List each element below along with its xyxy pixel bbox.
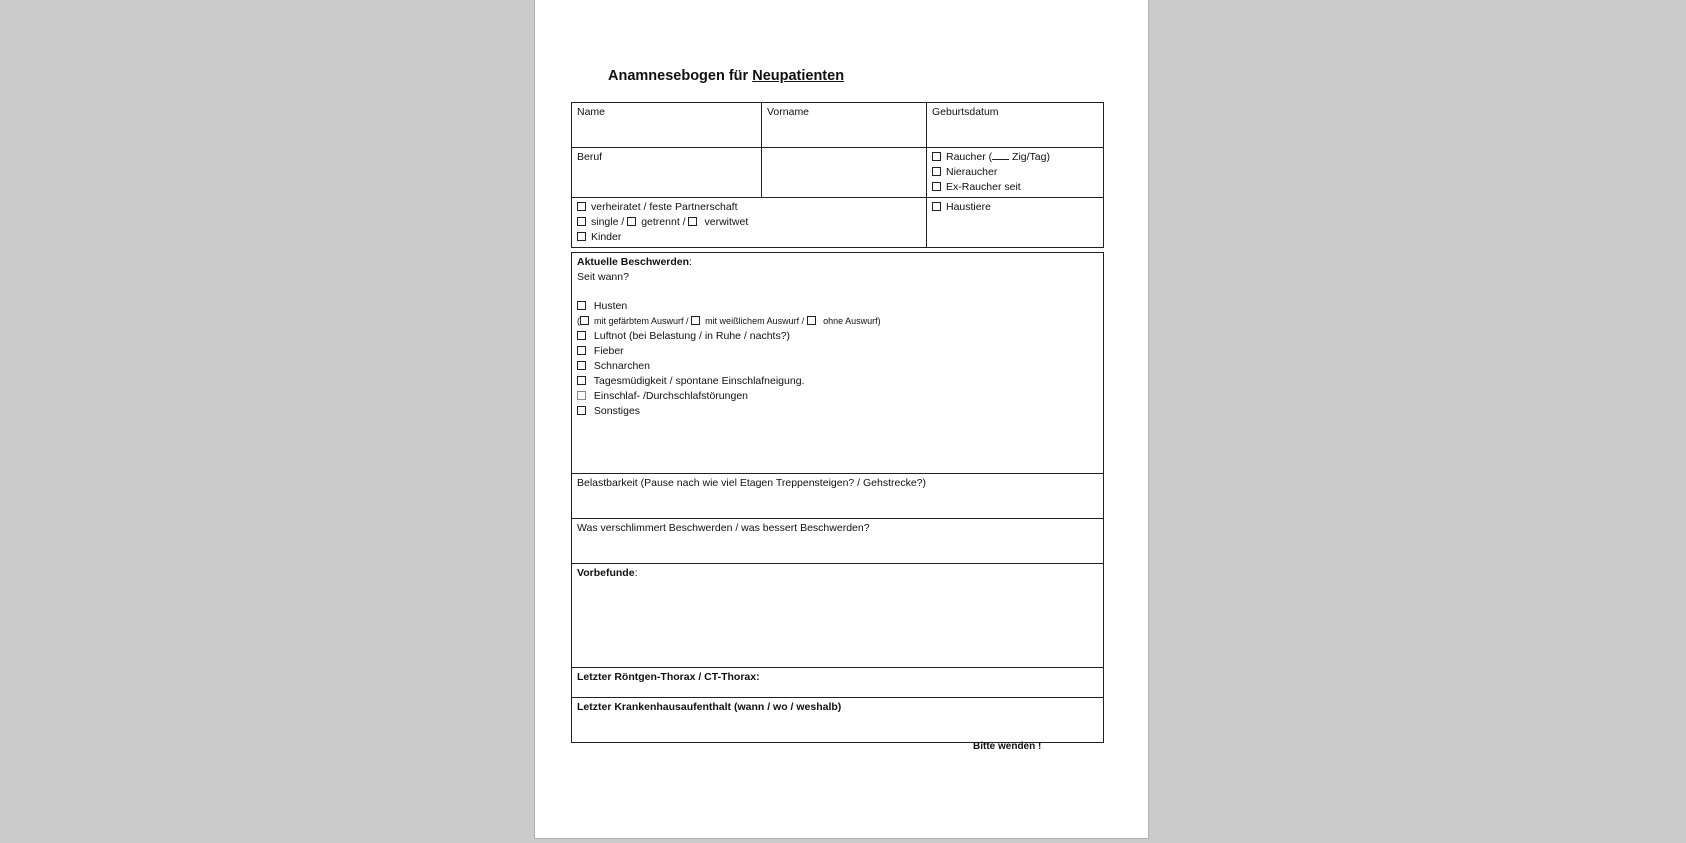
luftnot-label: Luftnot (bei Belastung / in Ruhe / nachts?) xyxy=(593,330,791,342)
auswurf-ohne-checkbox[interactable] xyxy=(807,316,816,325)
fieber-label: Fieber xyxy=(593,345,624,357)
verheiratet-option xyxy=(577,200,921,215)
single-row xyxy=(577,215,921,230)
kinder-checkbox[interactable] xyxy=(577,232,586,241)
single-label: single / xyxy=(591,216,625,228)
belastbarkeit-label: Belastbarkeit (Pause nach wie viel Etagen Treppensteigen? / Gehstrecke?) xyxy=(577,477,927,489)
auswurf-ohne-label: ohne Auswurf) xyxy=(823,316,881,326)
nieraucher-checkbox[interactable] xyxy=(932,167,941,176)
beruf-cell[interactable] xyxy=(572,148,762,198)
roentgen-cell[interactable] xyxy=(572,668,1104,698)
schnarchen-option xyxy=(577,359,1098,374)
einschlaf-label: Einschlaf- /Durchschlafstörungen xyxy=(593,390,748,402)
empty-cell[interactable] xyxy=(762,148,927,198)
raucher-checkbox[interactable] xyxy=(932,152,941,161)
raucher-label-b: Zig/Tag) xyxy=(1012,151,1050,163)
fieber-checkbox[interactable] xyxy=(577,346,586,355)
belastbarkeit-cell[interactable] xyxy=(572,474,1104,519)
beschwerden-heading xyxy=(577,255,1098,270)
sonstiges-checkbox[interactable] xyxy=(577,406,586,415)
name-label: Name xyxy=(577,106,606,118)
beschwerden-heading-text: Aktuelle Beschwerden xyxy=(577,256,690,268)
kinder-option xyxy=(577,230,921,245)
krankenhaus-label: Letzter Krankenhausaufenthalt (wann / wo / weshalb) xyxy=(577,701,842,713)
single-checkbox[interactable] xyxy=(577,217,586,226)
tagesmuedigkeit-option xyxy=(577,374,1098,389)
auswurf-open: ( xyxy=(577,316,580,326)
husten-checkbox[interactable] xyxy=(577,301,586,310)
form-title xyxy=(608,68,844,84)
beschwerden-cell xyxy=(572,253,1104,474)
husten-option xyxy=(577,299,1098,314)
kinder-label: Kinder xyxy=(591,231,622,243)
fieber-option xyxy=(577,344,1098,359)
haustiere-option xyxy=(932,200,1098,215)
auswurf-row xyxy=(577,314,1098,329)
schnarchen-label: Schnarchen xyxy=(593,360,650,372)
verschlimmert-label: Was verschlimmert Beschwerden / was bessert Beschwerden? xyxy=(577,522,870,534)
luftnot-option xyxy=(577,329,1098,344)
raucher-option xyxy=(932,150,1098,165)
title-underlined: Neupatienten xyxy=(752,68,845,84)
vorbefunde-cell[interactable] xyxy=(572,564,1104,668)
haustiere-cell xyxy=(927,198,1104,248)
seit-wann-label: Seit wann? xyxy=(577,271,629,283)
complaints-table xyxy=(571,252,1104,743)
auswurf-gefaerbt-label: mit gefärbtem Auswurf / xyxy=(594,316,689,326)
schnarchen-checkbox[interactable] xyxy=(577,361,586,370)
auswurf-weisslich-label: mit weißlichem Auswurf / xyxy=(705,316,805,326)
vorname-cell[interactable] xyxy=(762,103,927,148)
family-status-cell xyxy=(572,198,927,248)
verwitwet-label: verwitwet xyxy=(704,216,749,228)
vorbefunde-colon: : xyxy=(634,567,638,579)
auswurf-gefaerbt-checkbox[interactable] xyxy=(580,316,589,325)
verwitwet-checkbox[interactable] xyxy=(688,217,697,226)
husten-label: Husten xyxy=(593,300,628,312)
verheiratet-label: verheiratet / feste Partnerschaft xyxy=(591,201,738,213)
document-page xyxy=(534,0,1149,839)
getrennt-checkbox[interactable] xyxy=(627,217,636,226)
name-cell[interactable] xyxy=(572,103,762,148)
vorbefunde-heading xyxy=(577,566,1098,581)
bitte-wenden-note: Bitte wenden ! xyxy=(973,741,1042,752)
tagesmuedigkeit-label: Tagesmüdigkeit / spontane Einschlafneigung. xyxy=(593,375,805,387)
beschwerden-colon: : xyxy=(689,256,692,268)
exraucher-option xyxy=(932,180,1098,195)
sonstiges-label: Sonstiges xyxy=(593,405,641,417)
vorname-label: Vorname xyxy=(767,106,810,118)
raucher-label-a: Raucher ( xyxy=(946,151,993,163)
geburtsdatum-cell[interactable] xyxy=(927,103,1104,148)
vorbefunde-heading-text: Vorbefunde xyxy=(577,567,635,579)
nieraucher-label: Nieraucher xyxy=(946,166,998,178)
title-prefix: Anamnesebogen für xyxy=(608,68,749,84)
krankenhaus-cell[interactable] xyxy=(572,698,1104,743)
nieraucher-option xyxy=(932,165,1098,180)
spacer xyxy=(577,285,1098,299)
verheiratet-checkbox[interactable] xyxy=(577,202,586,211)
haustiere-checkbox[interactable] xyxy=(932,202,941,211)
luftnot-checkbox[interactable] xyxy=(577,331,586,340)
exraucher-label: Ex-Raucher seit xyxy=(946,181,1021,193)
roentgen-label: Letzter Röntgen-Thorax / CT-Thorax: xyxy=(577,671,760,683)
exraucher-checkbox[interactable] xyxy=(932,182,941,191)
personal-data-table xyxy=(571,102,1104,248)
raucher-blank[interactable] xyxy=(992,150,1009,160)
beruf-label: Beruf xyxy=(577,151,603,163)
einschlaf-option xyxy=(577,389,1098,404)
sonstiges-option xyxy=(577,404,1098,419)
auswurf-weisslich-checkbox[interactable] xyxy=(691,316,700,325)
tagesmuedigkeit-checkbox[interactable] xyxy=(577,376,586,385)
geburtsdatum-label: Geburtsdatum xyxy=(932,106,999,118)
haustiere-label: Haustiere xyxy=(946,201,991,213)
einschlaf-checkbox[interactable] xyxy=(577,391,586,400)
verschlimmert-cell[interactable] xyxy=(572,519,1104,564)
getrennt-label: getrennt / xyxy=(641,216,686,228)
smoking-cell xyxy=(927,148,1104,198)
